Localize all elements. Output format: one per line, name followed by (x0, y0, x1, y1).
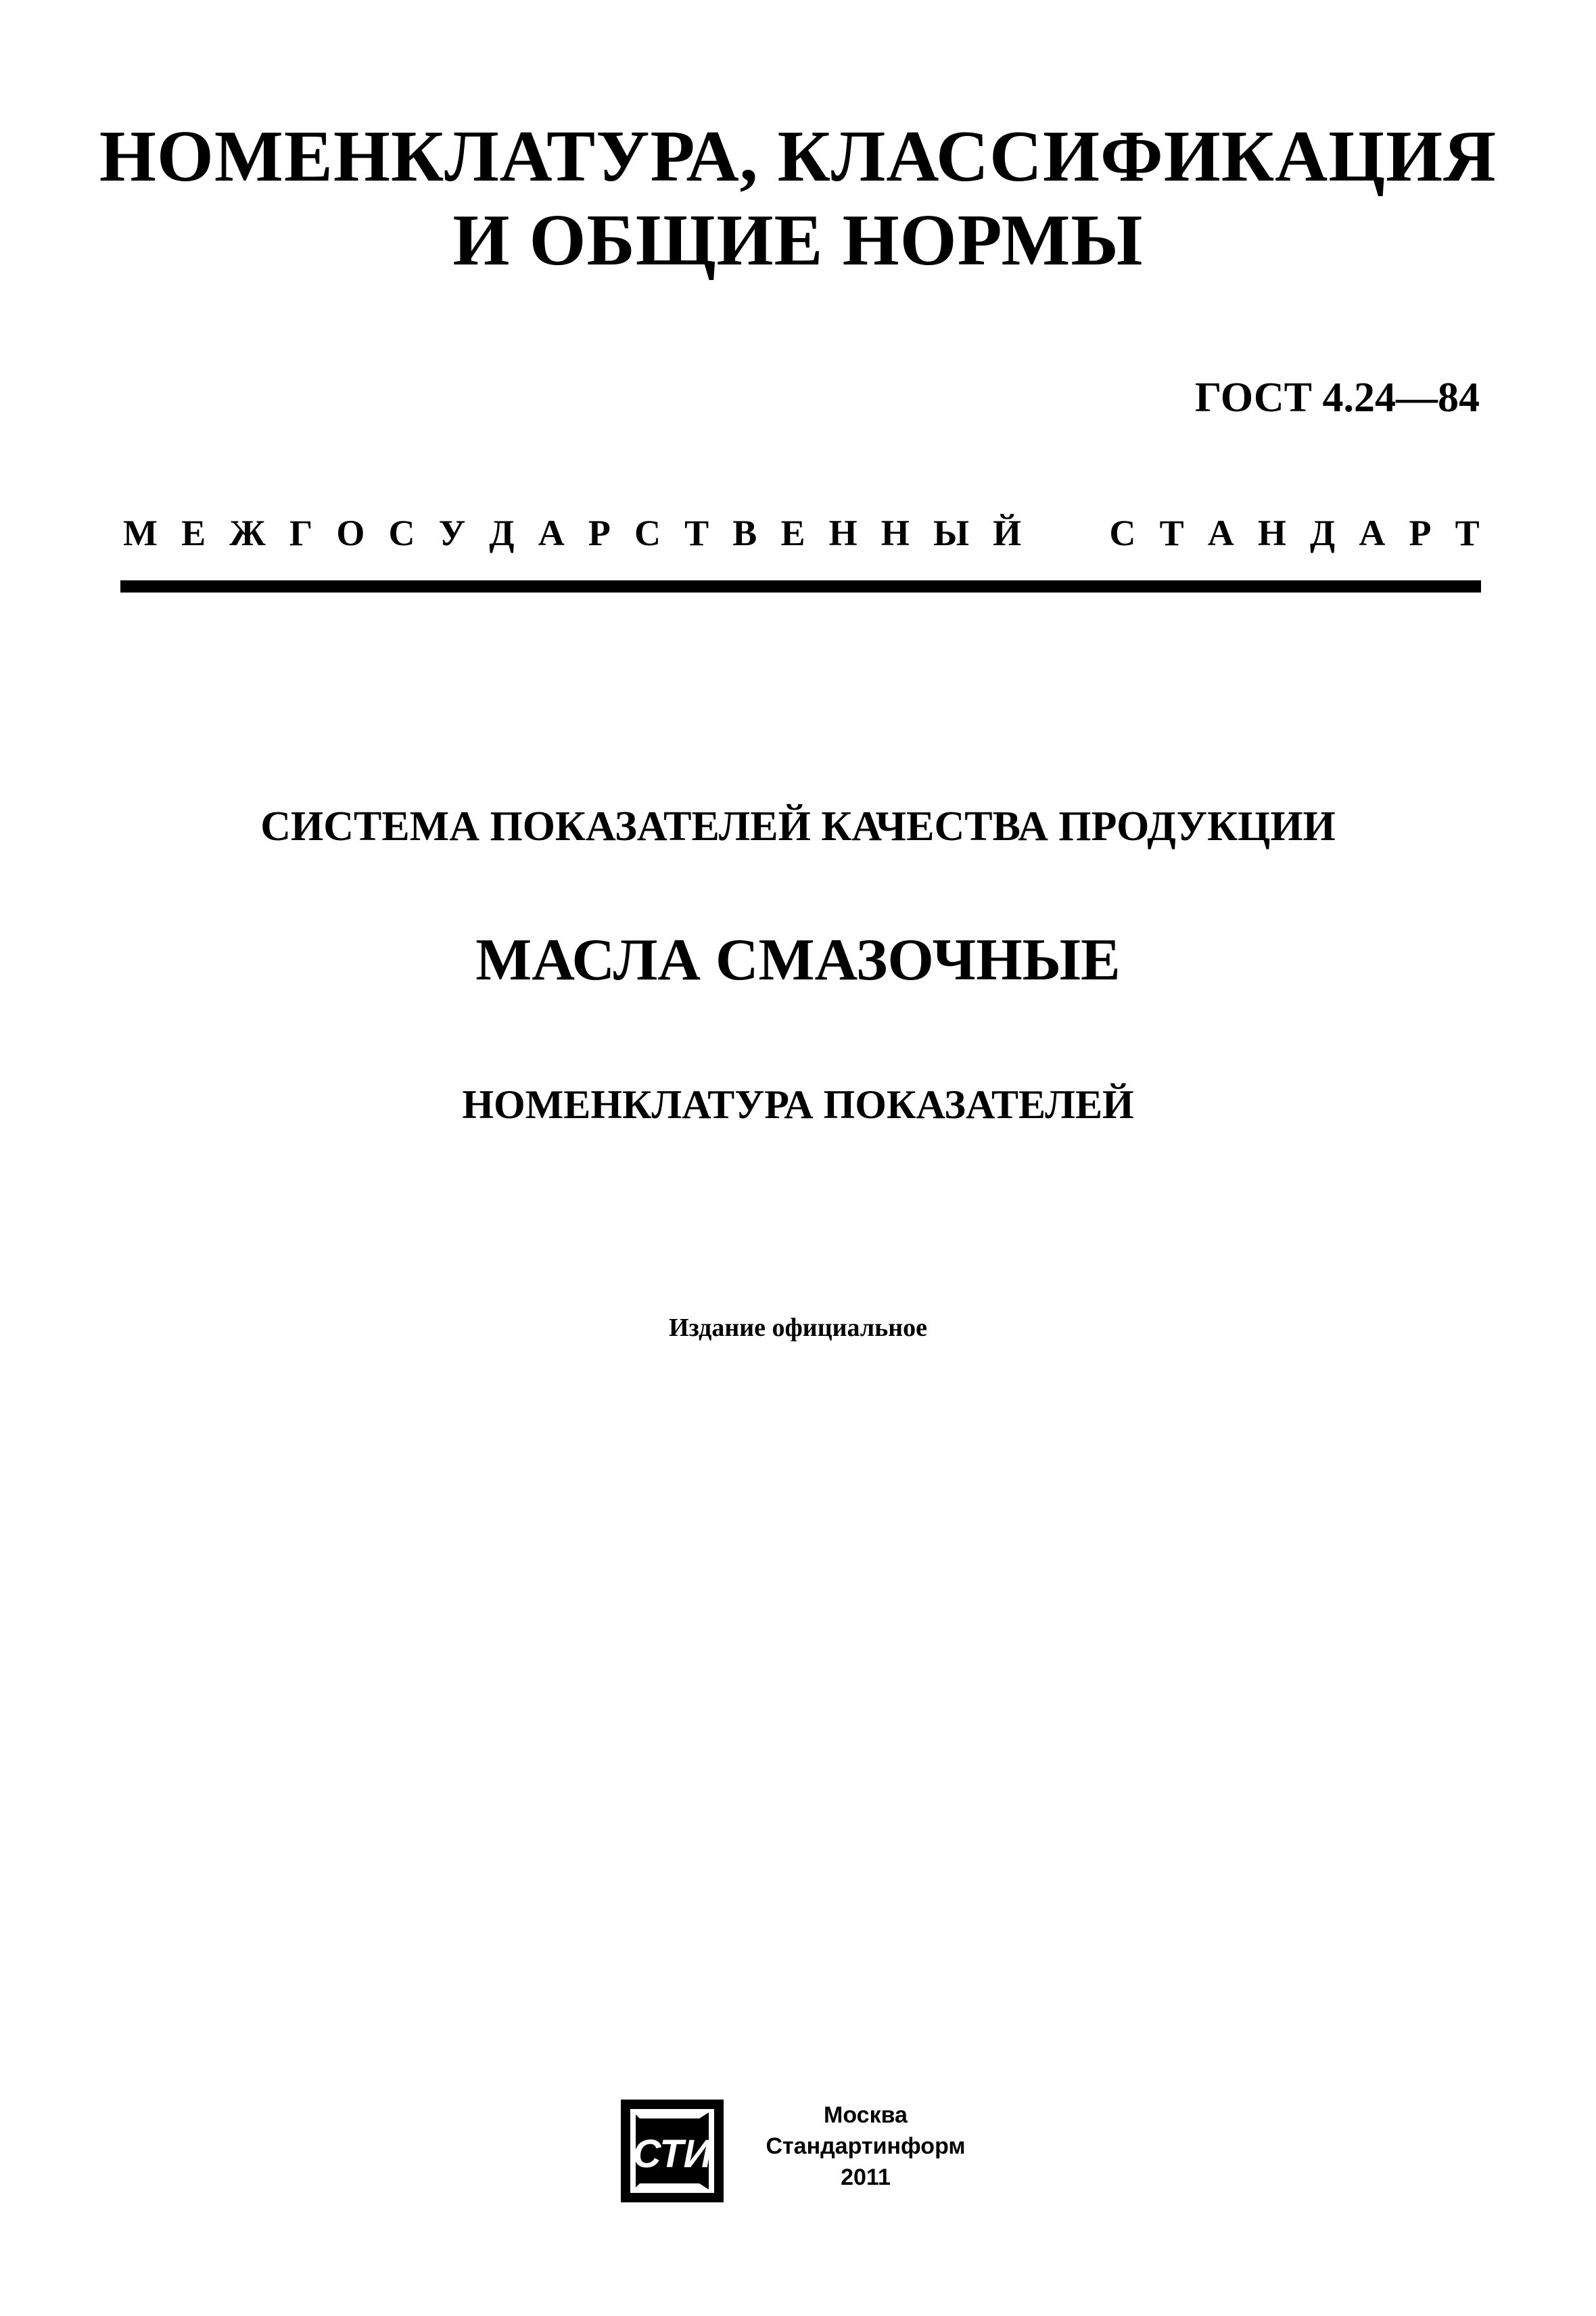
publication-year: 2011 (841, 2164, 891, 2190)
edition-note: Издание официальное (668, 1314, 927, 1342)
series-title-line-1: НОМЕНКЛАТУРА, КЛАССИФИКАЦИЯ (99, 116, 1497, 197)
series-title-line-2: И ОБЩИЕ НОРМЫ (452, 200, 1144, 281)
standard-type-letter: Д (489, 513, 515, 553)
standard-type-letter: Е (780, 513, 805, 553)
document-subtitle: НОМЕНКЛАТУРА ПОКАЗАТЕЛЕЙ (462, 1082, 1134, 1127)
standard-type-letter: Т (684, 513, 709, 553)
standard-type-letter: А (1359, 513, 1386, 553)
standard-type-letter: Р (588, 513, 611, 553)
standard-type-letter: М (123, 513, 158, 553)
standard-type-letter: Н (881, 513, 910, 553)
standard-type-letter: С (634, 513, 661, 553)
publisher-city: Москва (824, 2102, 908, 2128)
standard-type-letter: А (538, 513, 565, 553)
standard-type-letter: Г (289, 513, 313, 553)
gost-number: ГОСТ 4.24—84 (1194, 375, 1480, 421)
standard-type-letter: Н (1257, 513, 1286, 553)
standard-type-letter: А (1207, 513, 1234, 553)
standard-type-letter: Й (993, 513, 1022, 553)
system-title: СИСТЕМА ПОКАЗАТЕЛЕЙ КАЧЕСТВА ПРОДУКЦИИ (260, 804, 1336, 850)
standard-type-letter: У (438, 513, 466, 553)
product-title: МАСЛА СМАЗОЧНЫЕ (475, 927, 1121, 993)
publisher-name: Стандартинформ (766, 2133, 966, 2159)
standard-type-letter: В (732, 513, 757, 553)
publisher-block (737, 2100, 994, 2193)
standard-type-letter: О (336, 513, 365, 553)
standard-type-letter: Н (828, 513, 858, 553)
standard-type-letter: Ж (229, 513, 266, 553)
standard-type-letter: С (1109, 513, 1136, 553)
word-gap (1045, 511, 1085, 555)
standartinform-logo-icon (621, 2100, 724, 2202)
standard-type-letter: Р (1409, 513, 1432, 553)
standard-type-letter: Ы (933, 513, 969, 553)
standard-type-label (123, 511, 1480, 555)
standard-type-letter: С (388, 513, 415, 553)
standard-type-letter: Д (1310, 513, 1336, 553)
header-divider (120, 580, 1481, 593)
standard-type-letter: Т (1455, 513, 1480, 553)
series-title (0, 115, 1596, 283)
logo-text: СТИ (632, 2132, 712, 2176)
standard-type-letter: Е (181, 513, 206, 553)
standard-type-letter: Т (1159, 513, 1184, 553)
